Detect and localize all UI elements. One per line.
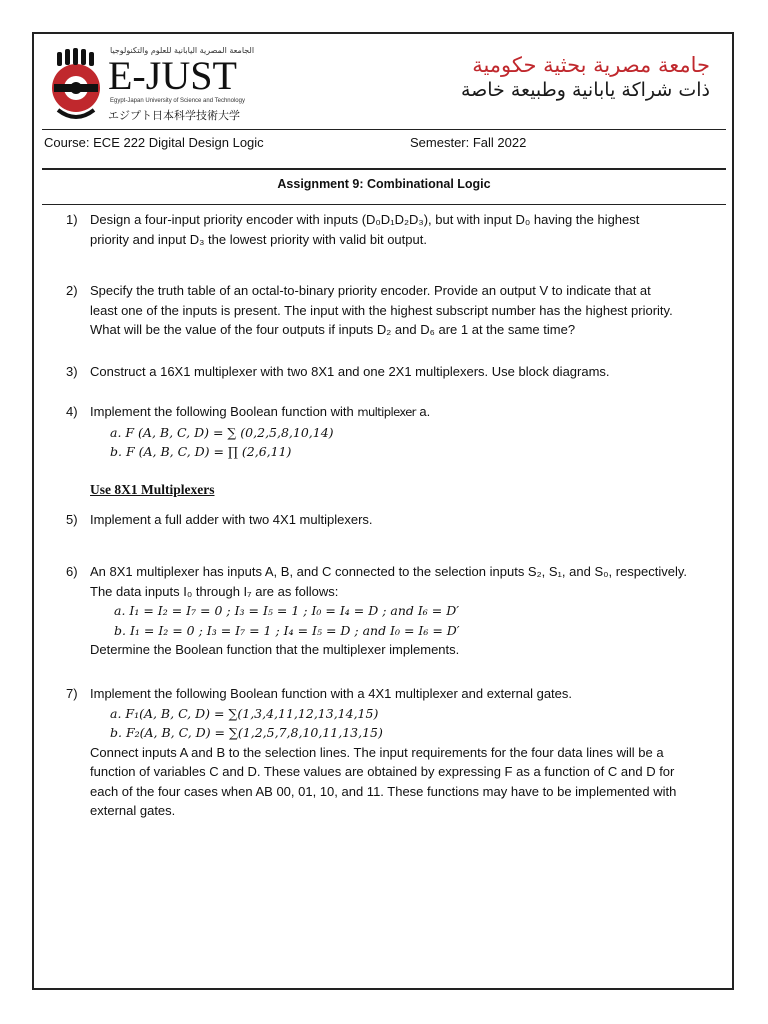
question-line: external gates. [90,803,176,818]
ejust-logo-icon [48,46,104,122]
arabic-tagline [461,52,710,102]
question-line: Implement the following Boolean function with a 4X1 multiplexer and external gates. [90,686,573,701]
sub-item-b: b. I₁ = I₂ = 0 ; I₃ = I₇ = 1 ; I₄ = I₅ = D ; and I₀ = I₆ = D′ [114,622,460,638]
logo-english-caption: Egypt-Japan University of Science and Technology [110,98,245,104]
question-line: Implement a full adder with two 4X1 multiplexers. [90,512,373,527]
question-line: function of variables C and D. These values are obtained by expressing F as a function of C and D for [90,764,675,779]
section-title-8x1: Use 8X1 Multiplexers [90,482,215,497]
logo-arabic-caption: الجامعة المصرية اليابانية للعلوم والتكنولوجيا [110,46,255,55]
question-line-part: Implement the following Boolean function with [90,404,358,419]
question-number: 3) [66,364,78,379]
sub-item-a: a. I₁ = I₂ = I₇ = 0 ; I₃ = I₅ = 1 ; I₀ = I₄ = D ; and I₆ = D′ [114,603,460,618]
question-line: Connect inputs A and B to the selection lines. The input requirements for the four data lines will be a [90,744,664,760]
question-line-part: a. [415,404,431,419]
sub-item-a: a. F₁(A, B, C, D) = ∑(1,3,4,11,12,13,14,15) [110,705,379,721]
question-line: Design a four-input priority encoder with inputs (D₀D₁D₂D₃), but with input D₀ having the highest [90,212,640,227]
sub-item-b: b. F₂(A, B, C, D) = ∑(1,2,5,7,8,10,11,13,15) [110,725,383,740]
question-line [90,402,724,423]
title-top-divider [42,168,726,170]
question-number: 7) [66,686,78,701]
title-bottom-divider [42,204,726,205]
assignment-title: Assignment 9: Combinational Logic [277,177,491,191]
question-line: priority and input D₃ the lowest priority with valid bit output. [90,231,427,247]
question-line: Determine the Boolean function that the multiplexer implements. [90,642,460,657]
question-number: 1) [66,212,78,227]
question-number: 4) [66,404,78,419]
sub-item-a: a. F (A, B, C, D) = ∑ (0,2,5,8,10,14) [110,424,334,440]
question-line-part: multiplexer [357,405,416,419]
header-divider [42,129,726,130]
arabic-tagline-line2: ذات شراكة يابانية وطبيعة خاصة [460,79,710,101]
arabic-tagline-line1: جامعة مصرية بحثية حكومية [472,53,710,77]
logo-japanese-caption: エジプト日本科学技術大学 [108,109,240,122]
question-line: Specify the truth table of an octal-to-binary priority encoder. Provide an output V to indicate that at [90,283,651,298]
header [44,42,724,130]
semester-label: Semester: Fall 2022 [410,135,527,150]
question-line: least one of the inputs is present. The input with the highest subscript number has the highest priority. [90,302,673,318]
question-number: 2) [66,283,78,298]
question-number: 6) [66,564,78,579]
sub-item-b: b. F (A, B, C, D) = ∏ (2,6,11) [110,444,292,459]
question-line: An 8X1 multiplexer has inputs A, B, and C connected to the selection inputs S₂, S₁, and S₀, respectively. [90,564,688,579]
question-number: 5) [66,512,78,527]
question-line: What will be the value of the four outputs if inputs D₂ and D₆ are 1 at the same time? [90,322,576,337]
question-line: Construct a 16X1 multiplexer with two 8X1 and one 2X1 multiplexers. Use block diagrams. [90,364,610,379]
logo-name: E-JUST [108,53,237,98]
question-line: each of the four cases when AB 00, 01, 10, and 11. These functions may have to be implemented with [90,783,677,799]
question-line: The data inputs I₀ through I₇ are as follows: [90,583,339,599]
course-label: Course: ECE 222 Digital Design Logic [44,135,264,150]
